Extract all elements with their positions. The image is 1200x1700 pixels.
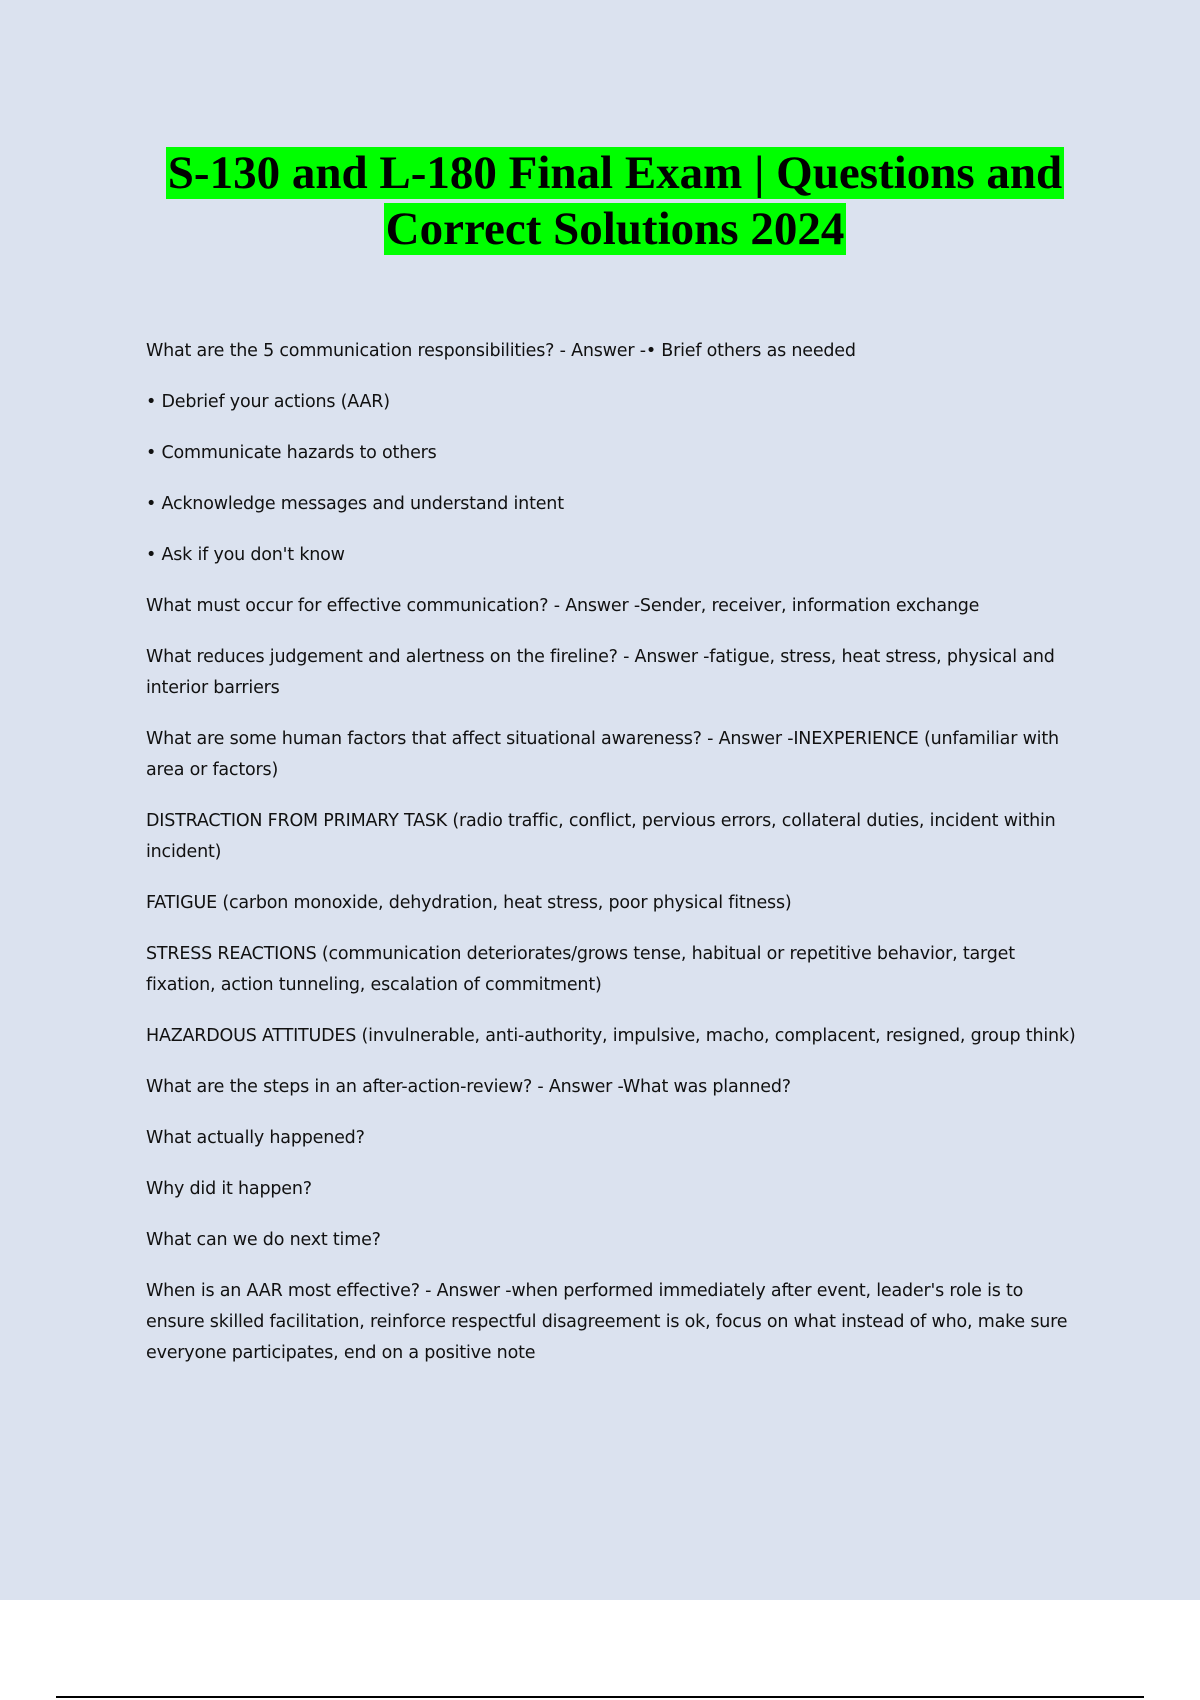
paragraph-bullet: • Communicate hazards to others bbox=[146, 443, 437, 463]
footer-divider bbox=[56, 1696, 1144, 1698]
paragraph-bullet: • Acknowledge messages and understand intent bbox=[146, 494, 564, 514]
paragraph-factor: STRESS REACTIONS (communication deteriorates/grows tense, habitual or repetitive behavior, target fixation, action tunneling, escalation of commitment) bbox=[146, 944, 1015, 995]
paragraph-q2: What must occur for effective communication? - Answer -Sender, receiver, information exchange bbox=[146, 596, 980, 616]
paragraph-factor: DISTRACTION FROM PRIMARY TASK (radio traffic, conflict, pervious errors, collateral duties, incident within incident) bbox=[146, 811, 1056, 862]
paragraph-q6: When is an AAR most effective? - Answer -when performed immediately after event, leader's role is to ensure skilled facilitation, reinforce respectful disagreement is ok, focus on what instead of who, make sure everyone participates, end on a positive note bbox=[146, 1281, 1068, 1363]
paragraph-step: Why did it happen? bbox=[146, 1179, 312, 1199]
paragraph-q5: What are the steps in an after-action-review? - Answer -What was planned? bbox=[146, 1077, 791, 1097]
paragraph-step: What actually happened? bbox=[146, 1128, 365, 1148]
paragraph-factor: HAZARDOUS ATTITUDES (invulnerable, anti-authority, impulsive, macho, complacent, resigned, group think) bbox=[146, 1026, 1076, 1046]
paragraph-q3: What reduces judgement and alertness on the fireline? - Answer -fatigue, stress, heat stress, physical and interior barriers bbox=[146, 647, 1055, 698]
paragraph-step: What can we do next time? bbox=[146, 1230, 381, 1250]
document-body bbox=[146, 336, 1086, 1389]
paragraph-q4: What are some human factors that affect situational awareness? - Answer -INEXPERIENCE (unfamiliar with area or factors) bbox=[146, 729, 1059, 780]
paragraph-bullet: • Debrief your actions (AAR) bbox=[146, 392, 390, 412]
title-line-1: S-130 and L-180 Final Exam | Questions and bbox=[167, 147, 1063, 199]
title-line-2: Correct Solutions 2024 bbox=[385, 203, 845, 255]
paragraph-bullet: • Ask if you don't know bbox=[146, 545, 345, 565]
page-title bbox=[60, 145, 1170, 257]
paragraph-factor: FATIGUE (carbon monoxide, dehydration, heat stress, poor physical fitness) bbox=[146, 893, 792, 913]
paragraph-q1: What are the 5 communication responsibilities? - Answer -• Brief others as needed bbox=[146, 341, 856, 361]
